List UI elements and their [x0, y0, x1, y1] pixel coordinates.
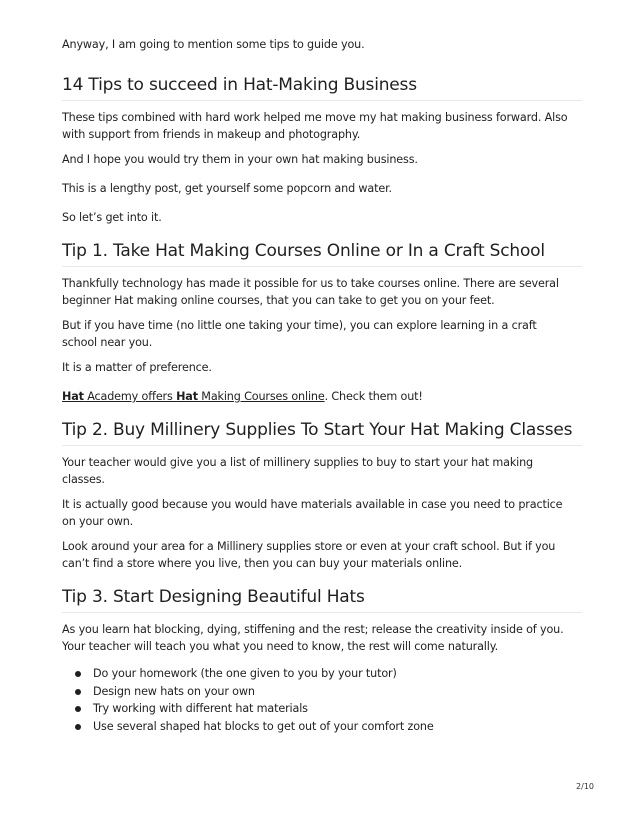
list-item: Do your homework (the one given to you by your tutor) [93, 665, 582, 683]
document-page [62, 36, 582, 735]
tip1-paragraph: But if you have time (no little one taking your time), you can explore learning in a craft school near you. [62, 319, 537, 349]
tip1-paragraph: Thankfully technology has made it possible for us to take courses online. There are several beginner Hat making online courses, that you can take to get you on your feet. [62, 277, 559, 307]
tip3-heading: Tip 3. Start Designing Beautiful Hats [62, 586, 582, 613]
list-item: Try working with different hat materials [93, 700, 582, 718]
tip1-link-paragraph [62, 388, 582, 405]
tip3-paragraph: As you learn hat blocking, dying, stiffening and the rest; release the creativity inside of you. Your teacher will teach you what you need to know, the rest will come naturally. [62, 623, 564, 653]
section-paragraph: And I hope you would try them in your own hat making business. [62, 153, 418, 166]
section-paragraph: These tips combined with hard work helped me move my hat making business forward. Also with support from friends in makeup and photography. [62, 111, 568, 141]
intro-paragraph: Anyway, I am going to mention some tips to guide you. [62, 38, 365, 51]
tip2-paragraph: It is actually good because you would have materials available in case you need to practice on your own. [62, 498, 563, 528]
tip3-bullet-list [62, 665, 582, 735]
tip1-heading: Tip 1. Take Hat Making Courses Online or In a Craft School [62, 240, 582, 267]
hat-academy-link[interactable]: Hat Academy offers Hat Making Courses online [62, 390, 325, 403]
section-heading: 14 Tips to succeed in Hat-Making Business [62, 74, 582, 101]
tip2-paragraph: Look around your area for a Millinery supplies store or even at your craft school. But if you can’t find a store where you live, then you can buy your materials online. [62, 540, 556, 570]
tip2-paragraph: Your teacher would give you a list of millinery supplies to buy to start your hat making classes. [62, 456, 533, 486]
page-number: 2/10 [576, 782, 594, 791]
section-paragraph: So let’s get into it. [62, 211, 162, 224]
section-paragraph: This is a lengthy post, get yourself some popcorn and water. [62, 182, 392, 195]
link-suffix: . Check them out! [324, 390, 423, 403]
list-item: Use several shaped hat blocks to get out of your comfort zone [93, 718, 582, 736]
tip2-heading: Tip 2. Buy Millinery Supplies To Start Your Hat Making Classes [62, 419, 582, 446]
tip1-paragraph: It is a matter of preference. [62, 361, 212, 374]
list-item: Design new hats on your own [93, 683, 582, 701]
